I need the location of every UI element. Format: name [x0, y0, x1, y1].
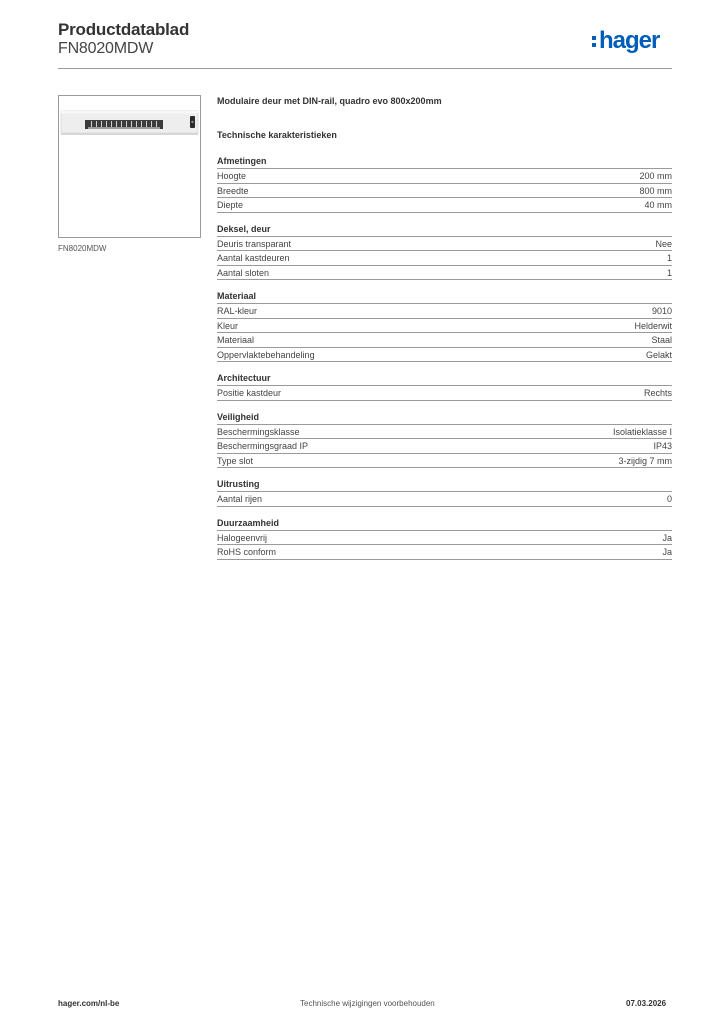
product-code: FN8020MDW: [58, 40, 154, 57]
spec-row: [217, 531, 672, 546]
spec-row: [217, 319, 672, 334]
spec-value: Staal: [651, 335, 672, 345]
hager-logo: [592, 26, 659, 56]
spec-value: 0: [666, 494, 672, 504]
logo-text: hager: [599, 27, 660, 54]
spec-row: [217, 304, 672, 319]
spec-label: Beschermingsklasse: [217, 426, 300, 437]
spec-label: Breedte: [217, 185, 249, 196]
section-title: Afmetingen: [217, 155, 672, 169]
spec-row: [217, 266, 672, 281]
spec-value: Ja: [662, 532, 672, 543]
spec-value: 800 mm: [639, 185, 672, 196]
footer-website-link[interactable]: hager.com/nl-be: [58, 999, 120, 1008]
section-title: Uitrusting: [217, 478, 672, 492]
spec-row: [217, 439, 672, 454]
spec-row: [217, 184, 672, 199]
spec-row: [217, 333, 672, 348]
product-description: Modulaire deur met DIN-rail, quadro evo 800x200mm: [217, 96, 442, 106]
spec-row: [217, 198, 672, 213]
logo-dots-icon: [592, 36, 596, 47]
footer-date: 07.03.2026: [626, 999, 667, 1008]
spec-label: Hoogte: [217, 171, 247, 181]
spec-row: [217, 425, 672, 440]
spec-row: [217, 251, 672, 266]
spec-value: Ja: [662, 547, 672, 557]
spec-section: [217, 478, 672, 507]
spec-section: [217, 223, 672, 281]
spec-value: 40 mm: [644, 200, 672, 210]
product-image: [58, 95, 201, 238]
spec-section: [217, 372, 672, 401]
spec-label: Type slot: [217, 455, 254, 466]
spec-value: 1: [666, 267, 672, 278]
section-title: Deksel, deur: [217, 223, 672, 237]
section-title: Duurzaamheid: [217, 517, 672, 531]
spec-label: Halogeenvrij: [217, 532, 268, 543]
spec-section: [217, 290, 672, 362]
spec-value: Gelakt: [645, 349, 672, 360]
spec-row: [217, 545, 672, 560]
spec-label: Materiaal: [217, 335, 255, 345]
image-caption: FN8020MDW: [58, 244, 107, 253]
spec-value: 1: [666, 253, 672, 263]
spec-section: [217, 411, 672, 469]
spec-label: Beschermingsgraad IP: [217, 441, 309, 451]
spec-row: [217, 454, 672, 469]
spec-value: Nee: [655, 238, 672, 249]
spec-label: Aantal sloten: [217, 267, 270, 278]
spec-value: 200 mm: [639, 171, 672, 181]
spec-value: 3-zijdig 7 mm: [618, 455, 672, 466]
page-title: Productdatablad: [58, 20, 190, 39]
spec-label: Kleur: [217, 320, 239, 331]
spec-value: Rechts: [643, 388, 672, 398]
tech-heading: Technische karakteristieken: [217, 130, 337, 140]
spec-section: [217, 517, 672, 560]
spec-label: Diepte: [217, 200, 244, 210]
spec-label: Aantal rijen: [217, 494, 263, 504]
header-divider: [58, 68, 672, 69]
spec-label: Positie kastdeur: [217, 388, 282, 398]
footer-disclaimer: Technische wijzigingen voorbehouden: [300, 999, 435, 1008]
spec-value: Isolatieklasse I: [612, 426, 672, 437]
spec-label: RAL-kleur: [217, 306, 258, 316]
spec-value: Helderwit: [634, 320, 672, 331]
section-title: Materiaal: [217, 290, 672, 304]
spec-label: Deuris transparant: [217, 238, 292, 249]
spec-sections: [217, 155, 672, 570]
spec-section: [217, 155, 672, 213]
spec-label: Aantal kastdeuren: [217, 253, 290, 263]
product-door-illustration-icon: [59, 96, 200, 237]
spec-row: [217, 237, 672, 252]
spec-label: RoHS conform: [217, 547, 277, 557]
section-title: Veiligheid: [217, 411, 672, 425]
spec-row: [217, 169, 672, 184]
spec-value: IP43: [653, 441, 672, 451]
spec-label: Oppervlaktebehandeling: [217, 349, 315, 360]
section-title: Architectuur: [217, 372, 672, 386]
spec-row: [217, 386, 672, 401]
spec-value: 9010: [651, 306, 672, 316]
spec-row: [217, 492, 672, 507]
spec-row: [217, 348, 672, 363]
